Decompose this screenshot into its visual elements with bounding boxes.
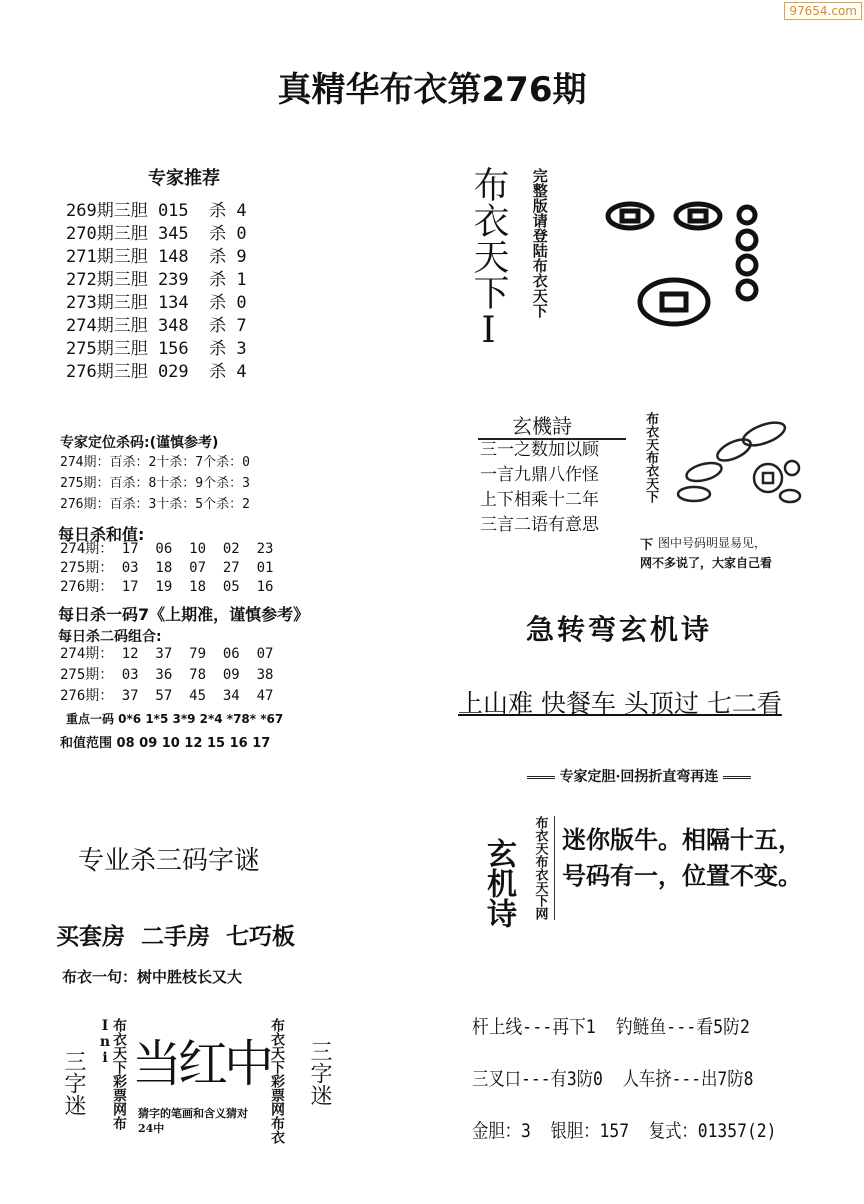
table-row: 276期三胆 029 杀 4 [66,362,247,382]
buyi-big-vert: 布衣天下I [468,166,509,351]
jizhuan-line: 上山难 快餐车 头顶过 七二看 [458,689,782,718]
page-title: 真精华布衣第276期 [277,70,587,110]
buyi-small-vert: 完整版请登陆布衣天下 [530,168,549,318]
bottom-line-2: 三叉口---有3防0 人车挤---出7防8 [472,1068,754,1090]
riddle-title: 专业杀三码字谜 [78,846,261,876]
table-row: 上下相乘十二年 [480,490,599,510]
bottom-line-1: 杆上线---再下1 钓鲢鱼---看5防2 [472,1016,750,1038]
table-row: 274期： 17 06 10 02 23 [60,541,274,557]
zimi-left-label: 三字迷 [61,1050,86,1116]
table-row: 273期三胆 134 杀 0 [66,293,247,313]
one-kill-header: 每日杀一码7《上期准，谨慎参考》 [58,605,310,624]
table-row: 274期三胆 348 杀 7 [66,316,247,336]
dingdan-text: 专家定胆·回拐折直弯再连 [559,769,719,785]
table-row: 三言二语有意思 [480,515,599,535]
zimi-box [52,1010,352,1160]
table-row: 一言九鼎八作怪 [480,465,599,485]
table-row: 271期三胆 148 杀 9 [66,247,247,267]
table-row: 270期三胆 345 杀 0 [66,224,247,244]
coins-illustration [592,190,812,360]
two-kill-header: 每日杀二码组合: [58,629,162,645]
dingdan-rule-left [527,776,555,779]
buyi-panel [462,160,812,370]
coins-chain-illustration [664,416,814,516]
key-code: 重点一码 0*6 1*5 3*9 2*4 *78* *67 [66,712,284,726]
two-kill-rows [60,644,273,707]
watermark: 97654.com [784,2,862,20]
table-row: 275期： 03 36 78 09 38 [60,667,274,683]
zimi-right-label: 三字迷 [307,1040,332,1106]
xuanji-lines [480,438,599,538]
xuanji-poem-label: 玄机诗 [481,838,516,928]
xuanji-poem-line1: 迷你版牛。相隔十五， [562,825,802,854]
kill-panel [52,430,352,760]
zimi-big-chars: 当红中 [132,1035,270,1093]
table-row: 三一之数加以顾 [480,440,599,460]
xuanji-poem-vert: 布衣天布衣天下网 [530,816,555,920]
table-row: 275期三胆 156 杀 3 [66,339,247,359]
zimi-left-vert: 布衣天下彩票网布Ini [97,1018,127,1130]
xuanji-poem-panel [474,808,814,986]
table-row: 274期： 12 37 79 06 07 [60,646,274,662]
dingdan-bar [490,766,788,786]
table-row: 275期：百杀：8十杀：9个杀：3 [60,476,250,491]
position-kill-header: 专家定位杀码:(谨慎参考) [60,435,219,451]
expert-panel [52,162,350,388]
bottom-line-3: 金胆：3 银胆：157 复式：01357(2) [472,1120,777,1142]
xuanji-panel [474,408,814,580]
xuanji-poem-line2: 号码有一，位置不变。 [562,861,802,890]
sum-range: 和值范围 08 09 10 12 15 16 17 [60,736,271,751]
xuanji-note2: 网不多说了，大家自己看 [640,556,773,570]
sum-kill-header: 每日杀和值: [58,525,145,544]
zimi-right-vert: 布衣天下彩票网布衣 [269,1018,285,1144]
jizhuan-title: 急转弯玄机诗 [526,613,713,646]
table-row: 274期：百杀：2十杀：7个杀：0 [60,455,250,470]
table-row: 276期：百杀：3十杀：5个杀：2 [60,497,250,512]
sum-kill-rows [60,540,273,597]
position-kill-rows [60,452,250,515]
dingdan-rule-right [723,776,751,779]
table-row: 272期三胆 239 杀 1 [66,270,247,290]
table-row: 276期： 17 19 18 05 16 [60,579,274,595]
table-row: 276期： 37 57 45 34 47 [60,688,274,704]
bottom-panel [464,1008,812,1160]
expert-header: 专家推荐 [148,168,220,189]
xuanji-note1-prefix: 下 [640,538,654,553]
zimi-caption: 猜字的笔画和含义猜对24中 [138,1107,248,1135]
xuanji-header: 玄機詩 [512,414,572,438]
xuanji-side-vert: 布衣天布衣天下 [643,412,659,503]
riddle-line: 买套房 二手房 七巧板 [56,924,296,950]
xuanji-note1: 图中号码明显易见， [658,536,767,550]
expert-rows [66,200,247,384]
buyi-sentence: 布衣一句：树中胜枝长又大 [62,968,243,986]
table-row: 269期三胆 015 杀 4 [66,201,247,221]
table-row: 275期： 03 18 07 27 01 [60,560,274,576]
